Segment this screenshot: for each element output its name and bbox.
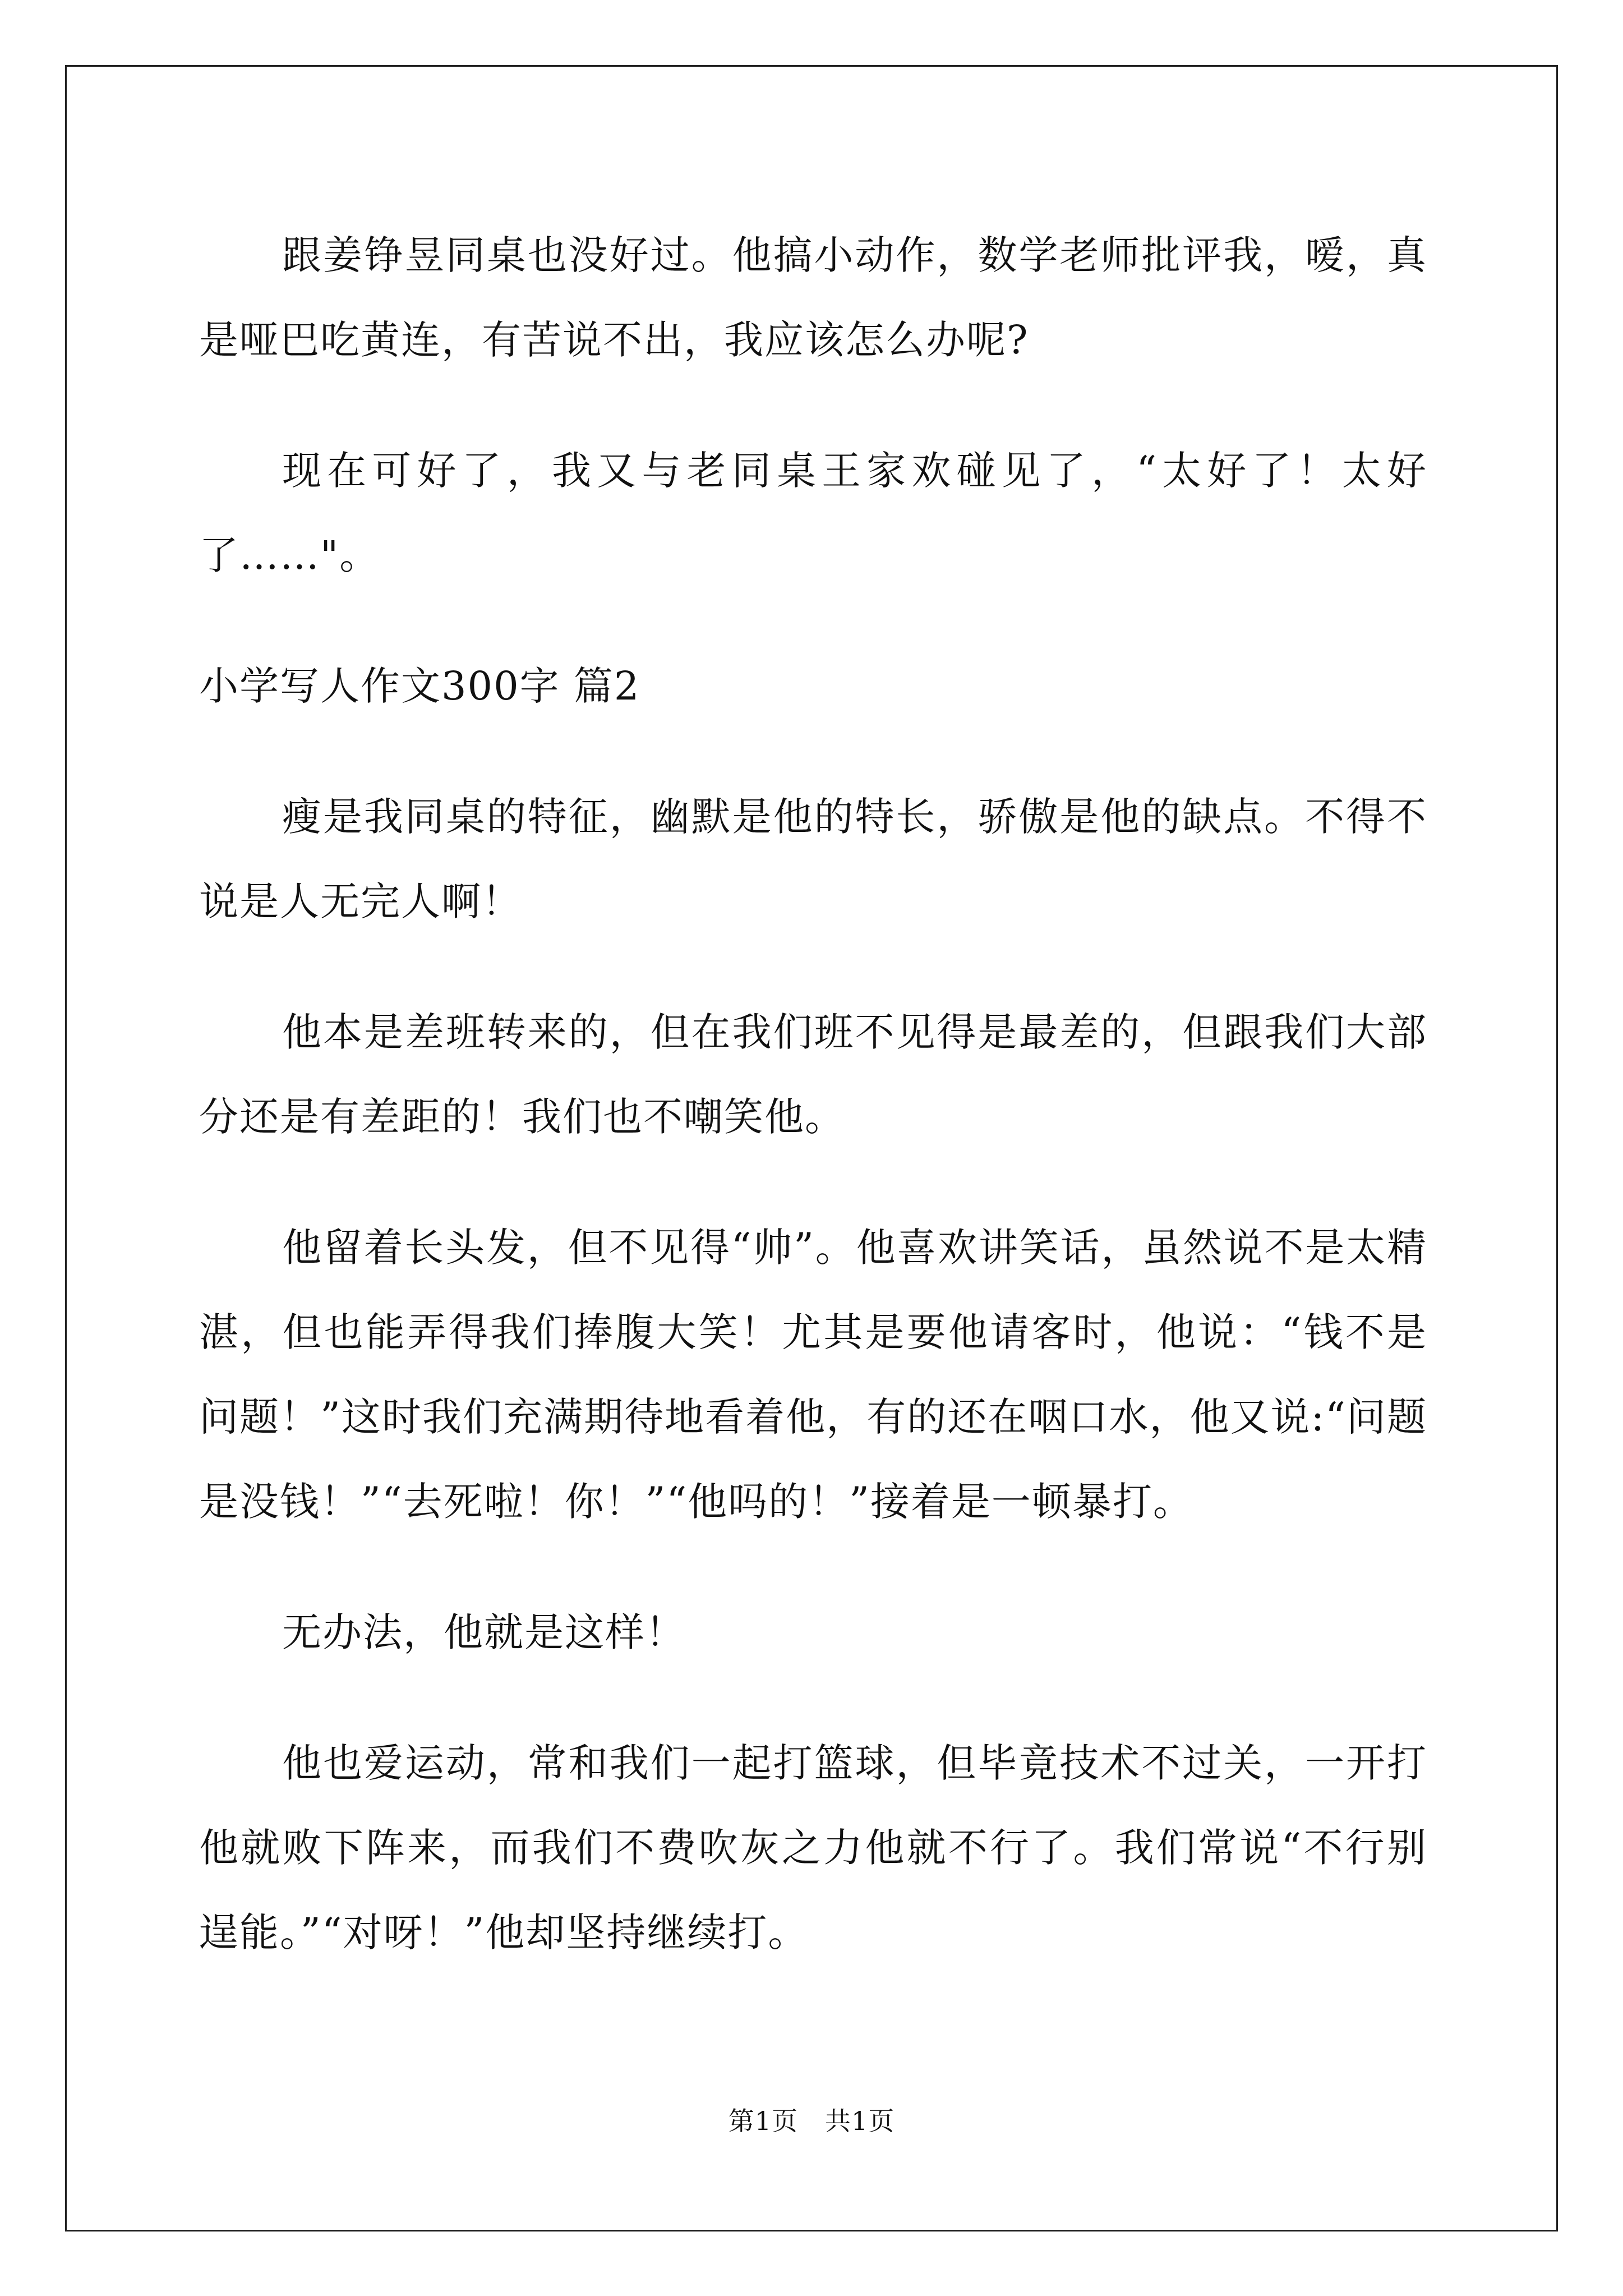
paragraph-5: 他留着长头发，但不见得“帅”。他喜欢讲笑话，虽然说不是太精湛，但也能弄得我们捧腹大笑！尤其是要他请客时，他说：“钱不是问题！”这时我们充满期待地看着他，有的还在咽口水，他又说:“问题是没钱！”“去死啦！你！”“他吗的！”接着是一顿暴打。	[199, 1225, 1427, 1525]
paragraph-6: 无办法，他就是这样！	[282, 1609, 686, 1655]
paragraph-4: 他本是差班转来的，但在我们班不见得是最差的，但跟我们大部分还是有差距的！我们也不嘲笑他。	[199, 1009, 1427, 1140]
paragraph-7: 他也爱运动，常和我们一起打篮球，但毕竟技术不过关，一开打他就败下阵来，而我们不费吹灰之力他就不行了。我们常说“不行别逞能。”“对呀！”他却坚持继续打。	[199, 1740, 1427, 1955]
paragraph-3: 瘦是我同桌的特征，幽默是他的特长，骄傲是他的缺点。不得不说是人无完人啊！	[199, 794, 1427, 924]
page-number: 第1页	[728, 2106, 798, 2136]
section-heading: 小学写人作文300字 篇2	[199, 663, 640, 709]
page-total: 共1页	[825, 2106, 895, 2136]
page-footer	[0, 2101, 1623, 2138]
paragraph-1: 跟姜铮昱同桌也没好过。他搞小动作，数学老师批评我，嗳，真是哑巴吃黄连，有苦说不出，我应该怎么办呢?	[199, 232, 1427, 363]
document-body	[199, 213, 1427, 2021]
paragraph-2: 现在可好了，我又与老同桌王家欢碰见了，“太好了！太好了……"。	[199, 448, 1427, 578]
